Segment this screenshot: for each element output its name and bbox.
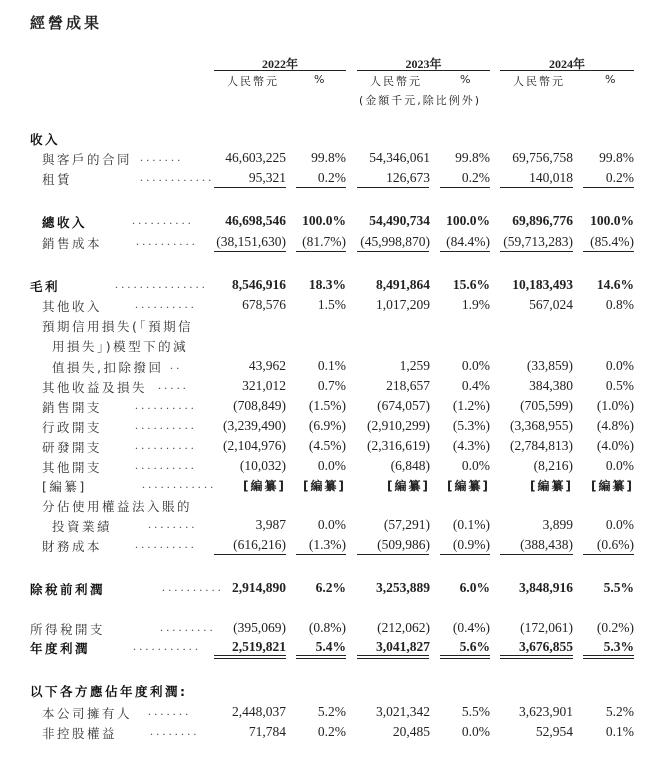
amount-cell: [編纂] [387, 479, 430, 493]
table-row [0, 704, 672, 724]
leader-dots: .......... [136, 234, 198, 248]
double-underline [357, 655, 429, 659]
leader-dots: .......... [135, 418, 197, 432]
amount-cell: 1,017,209 [376, 297, 430, 312]
amount-cell: 52,954 [535, 724, 573, 739]
table-row [0, 477, 672, 497]
percent-cell: 0.0% [605, 358, 634, 373]
percent-cell: (1.5%) [308, 398, 346, 413]
row-label: 其他收益及損失 [42, 380, 148, 395]
percent-cell: 0.1% [605, 724, 634, 739]
amount-cell: (3,239,490) [223, 418, 286, 433]
amount-cell: (2,784,813) [510, 438, 573, 453]
leader-dots: .......... [132, 213, 194, 227]
percent-cell: 99.8% [311, 150, 346, 165]
underline [214, 251, 286, 252]
table-row [0, 358, 672, 378]
amount-cell: (2,104,976) [223, 438, 286, 453]
percent-cell: [編纂] [447, 479, 490, 493]
col-header-pct-2024: % [605, 73, 616, 86]
row-label: 年度利潤 [30, 641, 91, 656]
percent-cell: 1.9% [461, 297, 490, 312]
percent-cell: (4.3%) [452, 438, 490, 453]
col-header-rmb-2024: 人民幣元 [513, 75, 565, 88]
amount-cell: 3,899 [542, 517, 573, 532]
underline [500, 554, 573, 555]
underline [214, 554, 286, 555]
percent-cell: 0.7% [317, 378, 346, 393]
percent-cell: 100.0% [446, 213, 490, 228]
row-label: 收入 [30, 132, 61, 147]
leader-dots: ....... [140, 150, 184, 164]
percent-cell: 1.5% [317, 297, 346, 312]
amount-cell: (6,848) [390, 458, 430, 473]
percent-cell: 5.6% [459, 639, 490, 654]
double-underline [500, 655, 573, 659]
row-label: 用損失」)模型下的減 [52, 339, 189, 354]
amount-cell: 46,603,225 [225, 150, 286, 165]
amount-cell: 567,024 [529, 297, 573, 312]
percent-cell: (1.3%) [308, 537, 346, 552]
percent-cell: 0.1% [317, 358, 346, 373]
amount-cell: 71,784 [248, 724, 286, 739]
percent-cell: 0.8% [605, 297, 634, 312]
table-row [0, 337, 672, 357]
underline [583, 554, 634, 555]
leader-dots: ........ [150, 724, 200, 738]
amount-cell: 321,012 [242, 378, 286, 393]
row-label: 財務成本 [42, 539, 103, 554]
amount-cell: 54,346,061 [369, 150, 430, 165]
row-label: 值損失,扣除撥回 [52, 360, 164, 375]
percent-cell: 0.0% [461, 724, 490, 739]
row-label: 本公司擁有人 [42, 706, 133, 721]
percent-cell: 100.0% [302, 213, 346, 228]
leader-dots: ..... [158, 378, 189, 392]
amount-cell: 10,183,493 [512, 277, 573, 292]
amount-cell: 69,756,758 [512, 150, 573, 165]
row-label: 預期信用損失(「預期信 [42, 319, 194, 334]
row-label: 租賃 [42, 172, 73, 187]
amount-cell: 3,623,901 [519, 704, 573, 719]
units-note: (金額千元,除比例外) [359, 94, 482, 107]
table-row [0, 398, 672, 418]
amount-cell: 54,490,734 [369, 213, 430, 228]
amount-cell: (57,291) [383, 517, 430, 532]
percent-cell: 0.2% [461, 170, 490, 185]
amount-cell: (38,151,630) [216, 234, 286, 249]
underline [583, 187, 634, 188]
row-label: 毛利 [30, 279, 61, 294]
table-row [0, 438, 672, 458]
percent-cell: 99.8% [599, 150, 634, 165]
amount-cell: 3,253,889 [376, 580, 430, 595]
percent-cell: (0.9%) [452, 537, 490, 552]
percent-cell: 18.3% [308, 277, 346, 292]
leader-dots: .......... [162, 580, 224, 594]
underline [500, 251, 573, 252]
row-label: 其他開支 [42, 460, 103, 475]
percent-cell: 0.2% [605, 170, 634, 185]
amount-cell: [編纂] [530, 479, 573, 493]
percent-cell: (4.8%) [596, 418, 634, 433]
amount-cell: (2,316,619) [367, 438, 430, 453]
underline [440, 554, 490, 555]
underline [214, 187, 286, 188]
leader-dots: ....... [148, 704, 192, 718]
percent-cell: 15.6% [452, 277, 490, 292]
table-row [0, 418, 672, 438]
percent-cell: (1.2%) [452, 398, 490, 413]
amount-cell: 2,914,890 [232, 580, 286, 595]
year-header-2024: 2024年 [548, 57, 585, 71]
percent-cell: [編纂] [591, 479, 634, 493]
underline [440, 251, 490, 252]
amount-cell: (2,910,299) [367, 418, 430, 433]
percent-cell: 0.0% [605, 517, 634, 532]
col-header-rmb-2023: 人民幣元 [370, 75, 422, 88]
leader-dots: .......... [135, 438, 197, 452]
row-label: 研發開支 [42, 440, 103, 455]
amount-cell: 218,657 [386, 378, 430, 393]
table-row [0, 378, 672, 398]
row-label: 分佔使用權益法入賬的 [42, 499, 193, 514]
amount-cell: 69,896,776 [512, 213, 573, 228]
table-row [0, 150, 672, 170]
amount-cell: (705,599) [520, 398, 573, 413]
percent-cell: 14.6% [596, 277, 634, 292]
table-row [0, 497, 672, 517]
percent-cell: (84.4%) [446, 234, 490, 249]
row-label: 除稅前利潤 [30, 582, 106, 597]
double-underline [296, 655, 346, 659]
underline [583, 251, 634, 252]
row-label: 銷售成本 [42, 236, 103, 251]
percent-cell: (5.3%) [452, 418, 490, 433]
percent-cell: (4.0%) [596, 438, 634, 453]
percent-cell: (0.1%) [452, 517, 490, 532]
amount-cell: (212,062) [377, 620, 430, 635]
amount-cell: (172,061) [520, 620, 573, 635]
year-header-2023: 2023年 [405, 57, 442, 71]
table-row [0, 620, 672, 640]
percent-cell: (0.2%) [596, 620, 634, 635]
amount-cell: 2,519,821 [232, 639, 286, 654]
table-row [0, 297, 672, 317]
underline [440, 187, 490, 188]
percent-cell: [編纂] [303, 479, 346, 493]
leader-dots: ........... [133, 639, 202, 653]
percent-cell: 6.2% [315, 580, 346, 595]
amount-cell: (509,986) [377, 537, 430, 552]
leader-dots: ......... [160, 620, 216, 634]
amount-cell: 3,041,827 [376, 639, 430, 654]
amount-cell: 678,576 [242, 297, 286, 312]
percent-cell: (4.5%) [308, 438, 346, 453]
amount-cell: (395,069) [233, 620, 286, 635]
col-header-pct-2023: % [460, 73, 471, 86]
percent-cell: 5.2% [317, 704, 346, 719]
table-row [0, 682, 672, 702]
row-label: 所得稅開支 [30, 622, 106, 637]
percent-cell: 0.0% [461, 358, 490, 373]
percent-cell: (0.6%) [596, 537, 634, 552]
leader-dots: ............... [115, 277, 208, 291]
amount-cell: 95,321 [248, 170, 286, 185]
amount-cell: 1,259 [399, 358, 430, 373]
row-label: 與客戶的合同 [42, 152, 133, 167]
row-label: 行政開支 [42, 420, 103, 435]
percent-cell: (81.7%) [302, 234, 346, 249]
underline [296, 554, 346, 555]
amount-cell: (3,368,955) [510, 418, 573, 433]
row-label: 其他收入 [42, 299, 103, 314]
amount-cell: (8,216) [533, 458, 573, 473]
underline [357, 554, 429, 555]
row-label: 總收入 [42, 215, 88, 230]
percent-cell: 5.3% [603, 639, 634, 654]
percent-cell: 0.2% [317, 724, 346, 739]
percent-cell: 5.5% [461, 704, 490, 719]
underline [357, 251, 429, 252]
percent-cell: 0.0% [317, 458, 346, 473]
year-header-2022: 2022年 [261, 57, 298, 71]
amount-cell: 20,485 [392, 724, 430, 739]
percent-cell: (0.4%) [452, 620, 490, 635]
percent-cell: 5.2% [605, 704, 634, 719]
row-label: 銷售開支 [42, 400, 103, 415]
col-header-pct-2022: % [314, 73, 325, 86]
leader-dots: .......... [135, 537, 197, 551]
percent-cell: 0.2% [317, 170, 346, 185]
amount-cell: 43,962 [248, 358, 286, 373]
amount-cell: 8,491,864 [376, 277, 430, 292]
amount-cell: (10,032) [239, 458, 286, 473]
amount-cell: (674,057) [377, 398, 430, 413]
percent-cell: 0.0% [605, 458, 634, 473]
amount-cell: [編纂] [243, 479, 286, 493]
leader-dots: .. [170, 358, 183, 372]
table-row [0, 580, 672, 600]
percent-cell: 5.5% [603, 580, 634, 595]
percent-cell: 6.0% [459, 580, 490, 595]
table-row [0, 277, 672, 297]
table-row [0, 317, 672, 337]
table-row [0, 213, 672, 233]
section-title: 經營成果 [30, 14, 103, 32]
table-row [0, 458, 672, 478]
percent-cell: (6.9%) [308, 418, 346, 433]
underline [296, 251, 346, 252]
amount-cell: 3,987 [255, 517, 286, 532]
year-rule-2024 [500, 70, 634, 71]
amount-cell: (708,849) [233, 398, 286, 413]
year-rule-2022 [214, 70, 346, 71]
amount-cell: 3,021,342 [376, 704, 430, 719]
underline [500, 187, 573, 188]
row-label: 以下各方應佔年度利潤: [30, 684, 188, 699]
percent-cell: 0.0% [461, 458, 490, 473]
table-row [0, 517, 672, 537]
double-underline [214, 655, 286, 659]
percent-cell: 99.8% [455, 150, 490, 165]
col-header-rmb-2022: 人民幣元 [227, 75, 279, 88]
year-rule-2023 [357, 70, 490, 71]
amount-cell: 2,448,037 [232, 704, 286, 719]
row-label: [編纂] [42, 479, 87, 494]
leader-dots: ........ [148, 517, 198, 531]
amount-cell: (45,998,870) [360, 234, 430, 249]
percent-cell: 100.0% [590, 213, 634, 228]
table-row [0, 724, 672, 744]
percent-cell: 0.5% [605, 378, 634, 393]
percent-cell: (85.4%) [590, 234, 634, 249]
amount-cell: 126,673 [386, 170, 430, 185]
double-underline [583, 655, 634, 659]
percent-cell: 5.4% [315, 639, 346, 654]
amount-cell: 3,848,916 [519, 580, 573, 595]
amount-cell: 8,546,916 [232, 277, 286, 292]
amount-cell: 46,698,546 [225, 213, 286, 228]
leader-dots: ............ [140, 170, 215, 184]
row-label: 投資業績 [52, 519, 113, 534]
underline [296, 187, 346, 188]
percent-cell: 0.0% [317, 517, 346, 532]
amount-cell: (33,859) [526, 358, 573, 373]
amount-cell: (388,438) [520, 537, 573, 552]
amount-cell: (616,216) [233, 537, 286, 552]
leader-dots: .......... [135, 458, 197, 472]
amount-cell: 384,380 [529, 378, 573, 393]
percent-cell: (0.8%) [308, 620, 346, 635]
percent-cell: 0.4% [461, 378, 490, 393]
amount-cell: 140,018 [529, 170, 573, 185]
underline [357, 187, 429, 188]
amount-cell: 3,676,855 [519, 639, 573, 654]
percent-cell: (1.0%) [596, 398, 634, 413]
double-underline [440, 655, 490, 659]
amount-cell: (59,713,283) [503, 234, 573, 249]
leader-dots: .......... [135, 398, 197, 412]
table-row [0, 130, 672, 150]
leader-dots: .......... [135, 297, 197, 311]
leader-dots: ............ [142, 477, 217, 491]
row-label: 非控股權益 [42, 726, 118, 741]
